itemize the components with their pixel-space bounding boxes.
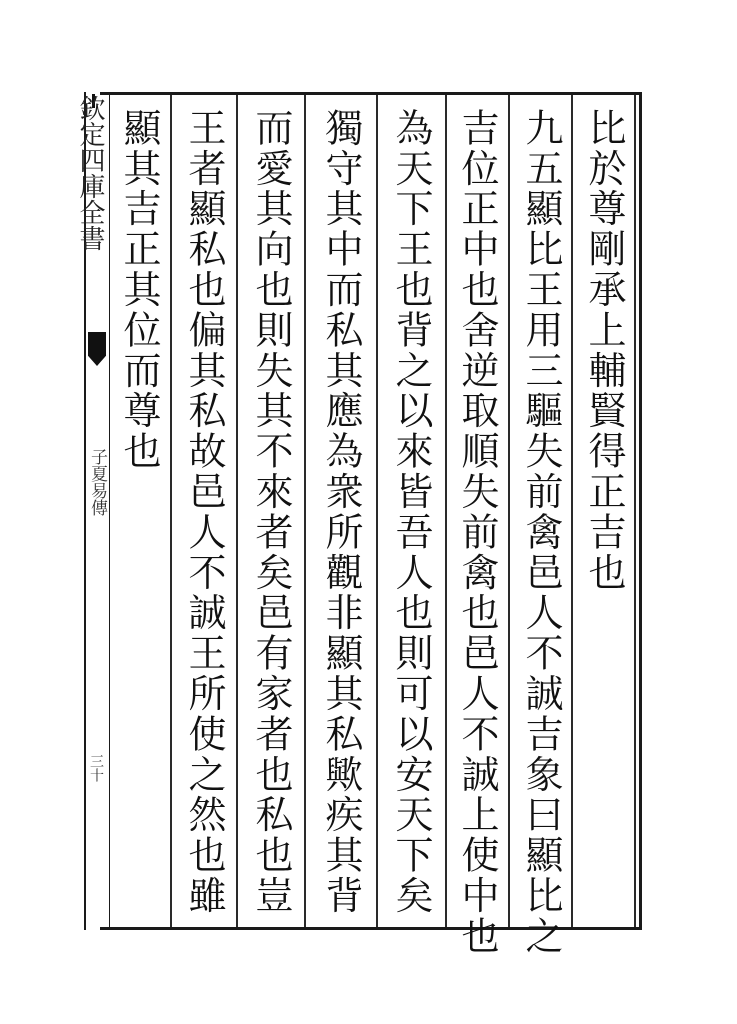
margin-book-title: 子夏易傳 [87,448,107,516]
text-column-3: 吉位正中也舍逆取順失前禽也邑人不誠上使中也 [455,108,499,957]
column-rule [508,95,510,927]
text-column-1: 比於尊剛承上輔賢得正吉也 [582,108,626,593]
text-column-5: 獨守其中而私其應為衆所觀非顯其私歟疾其背 [319,108,363,916]
column-rule [634,95,636,927]
column-rule [236,95,238,927]
column-rule [376,95,378,927]
column-rule [571,95,573,927]
text-column-8: 顯其吉正其位而尊也 [117,108,161,472]
text-column-6: 而愛其向也則失其不來者矣邑有家者也私也豈 [249,108,293,916]
column-rule [304,95,306,927]
column-rule [445,95,447,927]
text-column-4: 為天下王也背之以來皆吾人也則可以安天下矣 [389,108,433,916]
margin-header: 欽定四庫全書 [75,95,105,251]
text-column-7: 王者顯私也偏其私故邑人不誠王所使之然也雖 [182,108,226,916]
column-rule [170,95,172,927]
margin-folio: 三十 [88,754,104,782]
text-column-2: 九五顯比王用三驅失前禽邑人不誠吉象曰顯比之 [519,108,563,957]
